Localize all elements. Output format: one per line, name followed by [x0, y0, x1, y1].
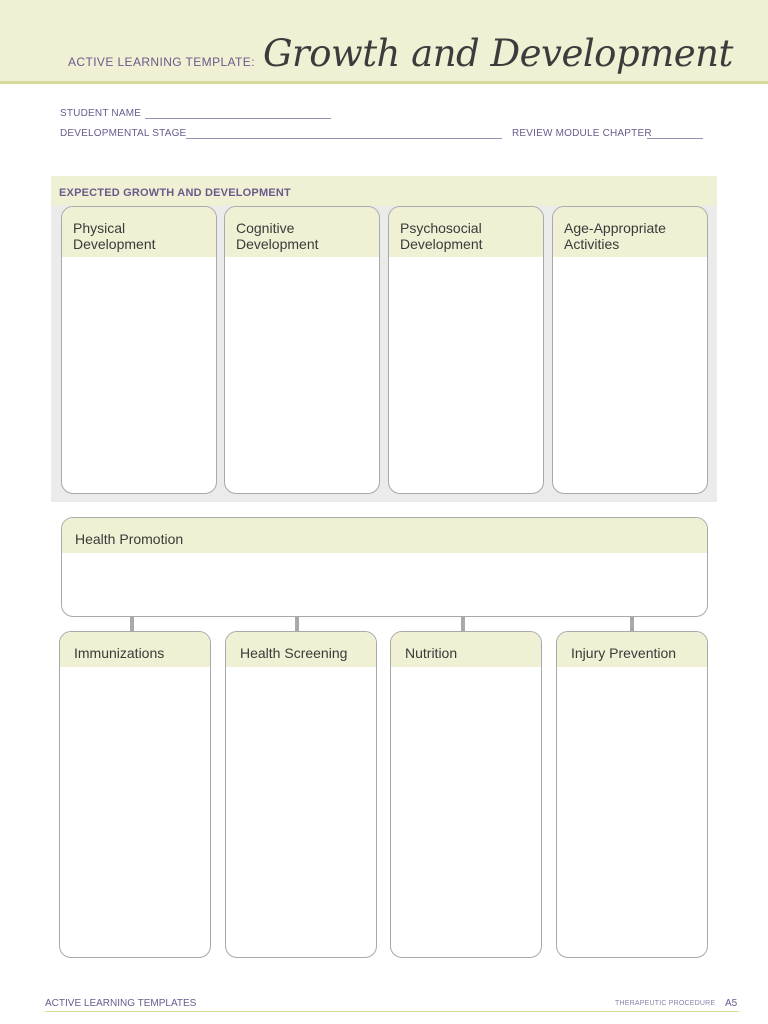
health-promotion-header — [62, 518, 707, 553]
card-injury-prevention[interactable] — [556, 631, 708, 958]
card-title-line1: Cognitive — [236, 220, 295, 236]
footer-left: ACTIVE LEARNING TEMPLATES — [45, 998, 197, 1009]
card-age-appropriate-activities[interactable] — [552, 206, 708, 494]
developmental-stage-line[interactable] — [186, 138, 502, 139]
card-title-line1: Physical — [73, 220, 126, 236]
card-title: Nutrition — [405, 645, 458, 661]
footer-right: THERAPEUTIC PROCEDURE — [615, 1000, 716, 1007]
card-title-line1: Age-Appropriate — [564, 220, 666, 236]
card-title-line2: Development — [73, 236, 156, 252]
health-promotion-title: Health Promotion — [75, 531, 184, 547]
card-header — [389, 207, 543, 257]
card-title-line2: Activities — [564, 236, 620, 252]
health-promotion-card[interactable] — [61, 517, 708, 617]
card-header — [225, 207, 379, 257]
card-title: Health Screening — [240, 645, 348, 661]
footer-divider — [45, 1011, 739, 1012]
card-title: Injury Prevention — [571, 645, 677, 661]
template-label: ACTIVE LEARNING TEMPLATE: — [68, 55, 255, 69]
card-physical-development[interactable] — [61, 206, 217, 494]
card-title-line2: Development — [236, 236, 319, 252]
review-module-chapter-label: REVIEW MODULE CHAPTER — [512, 128, 652, 139]
card-title-line2: Development — [400, 236, 483, 252]
card-header — [553, 207, 707, 257]
section-title: EXPECTED GROWTH AND DEVELOPMENT — [59, 187, 291, 199]
card-header — [557, 632, 707, 667]
card-cognitive-development[interactable] — [224, 206, 380, 494]
expected-growth-section — [51, 176, 717, 502]
card-header — [391, 632, 541, 667]
card-title-line1: Psychosocial — [400, 220, 482, 236]
card-header — [62, 207, 216, 257]
card-header — [226, 632, 376, 667]
card-title: Immunizations — [74, 645, 165, 661]
card-header — [60, 632, 210, 667]
card-health-screening[interactable] — [225, 631, 377, 958]
card-nutrition[interactable] — [390, 631, 542, 958]
section-header — [51, 176, 717, 206]
student-name-line[interactable] — [145, 118, 331, 119]
card-psychosocial-development[interactable] — [388, 206, 544, 494]
developmental-stage-label: DEVELOPMENTAL STAGE — [60, 128, 187, 139]
card-immunizations[interactable] — [59, 631, 211, 958]
page-title: Growth and Development — [263, 32, 733, 75]
review-module-chapter-line[interactable] — [647, 138, 703, 139]
student-name-label: STUDENT NAME — [60, 108, 142, 119]
page-number: A5 — [725, 998, 738, 1009]
